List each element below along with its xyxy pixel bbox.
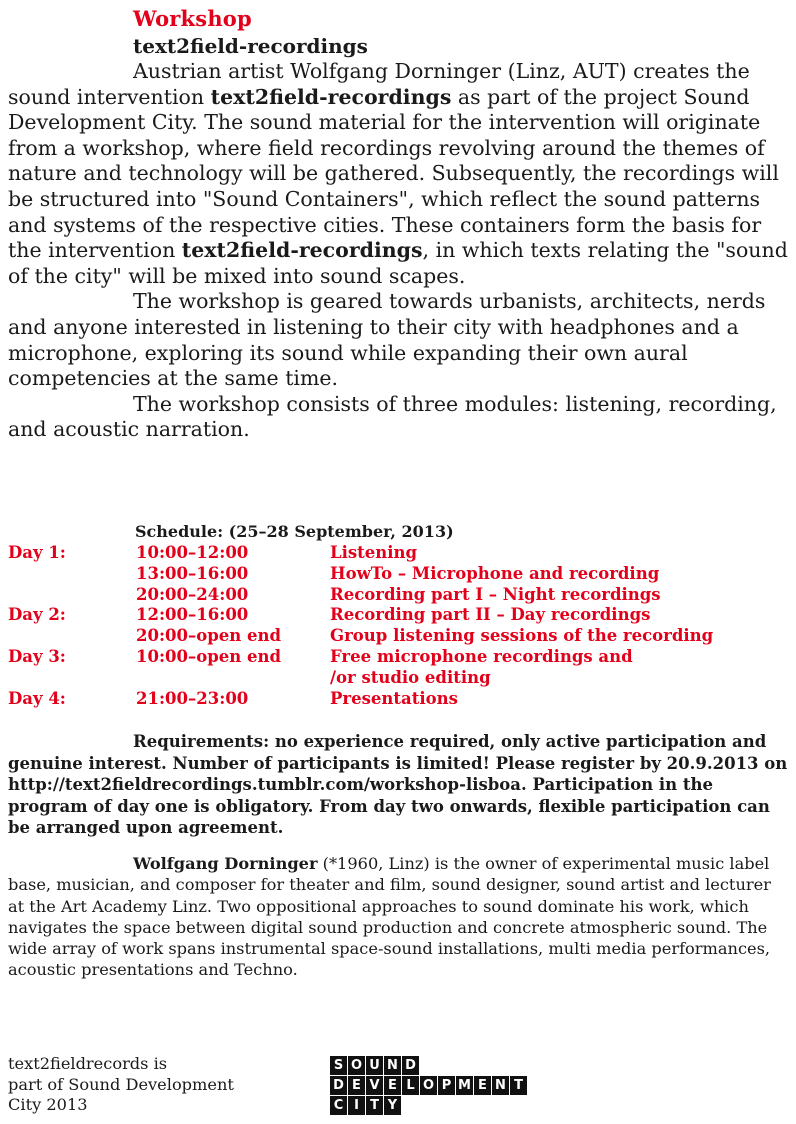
schedule-day: Day 2: [8,605,66,625]
footer-line: City 2013 [8,1095,88,1115]
logo-letter: N [384,1056,401,1075]
requirements-paragraph: Requirements: no experience required, only active participation and genuine interest. Number of participants is limited! Please register by 20.9.2013 on http://text2fieldrecordings.tumblr.com/workshop-lisboa. Participation in the program of day one is obligatory. From day two onwards, flexible participation can be arranged upon agreement. [8,732,788,837]
intro-p1-part-c: as part of the project Sound Development City. The sound material for the intervention will originate from a workshop, where field recordings revolving around the themes of nature and technology will be gathered. Subsequently, the recordings will be structured into "Sound Containers", which reflect the sound patterns and systems of the respective cities. These containers form the basis for the intervention [8,84,779,263]
schedule-time: 12:00–16:00 [136,605,249,625]
logo-letter: V [366,1076,383,1095]
schedule-activity: Presentations [330,688,458,708]
logo-letter: T [510,1076,527,1095]
logo-letter: E [348,1076,365,1095]
logo-letter: O [348,1056,365,1075]
logo-letter: C [330,1096,347,1115]
schedule-activity: Recording part II – Day recordings [330,605,651,625]
bio-paragraph [8,853,788,981]
logo-letter: P [438,1076,455,1095]
schedule-time: 20:00–24:00 [136,584,249,604]
logo-row [330,1076,528,1095]
schedule-activity: Listening [330,543,418,562]
page-title: Workshop [133,6,252,31]
intro-p1-project-name: text2field-recordings [210,84,452,109]
logo-letter: D [402,1056,419,1075]
schedule-day: Day 4: [8,688,66,708]
logo-letter: Y [384,1096,401,1115]
intro-paragraph-3: The workshop consists of three modules: listening, recording, and acoustic narration. [8,391,777,442]
logo-letter: D [330,1076,347,1095]
sound-development-city-logo [330,1056,528,1116]
logo-letter: I [348,1096,365,1115]
logo-letter: L [402,1076,419,1095]
schedule-time: 13:00–16:00 [136,563,249,583]
intro-p1-project-name-2: text2field-recordings [181,238,423,263]
intro-text [8,59,788,443]
artist-bio [8,853,788,981]
logo-letter: M [456,1076,473,1095]
schedule-heading [135,522,454,541]
logo-letter: O [420,1076,437,1095]
artist-name: Wolfgang Dorninger [133,854,318,873]
schedule-time: 20:00–open end [136,626,282,646]
schedule-time: 10:00–12:00 [136,543,249,562]
footer-line: part of Sound Development [8,1074,234,1094]
page-subtitle: text2field-recordings [133,34,368,58]
schedule-time: 10:00–open end [136,646,282,666]
footer-line: text2fieldrecords is [8,1054,168,1073]
schedule-activity: Recording part I – Night recordings [330,584,661,604]
bio-text: (*1960, Linz) is the owner of experimental music label base, musician, and composer for theater and film, sound designer, sound artist and lecturer at the Art Academy Linz. Two oppositional approaches to sound dominate his work, which navigates the space between digital sound production and concrete atmospheric sound. The wide array of work spans instrumental space-sound installations, multi media performances, acoustic presentations and Techno. [8,854,771,980]
schedule-dates: (25–28 September, 2013) [228,522,454,541]
logo-letter: N [492,1076,509,1095]
logo-letter: E [384,1076,401,1095]
schedule-activity: HowTo – Microphone and recording [330,563,660,583]
footer-note [8,1054,288,1116]
logo-letter: S [330,1056,347,1075]
schedule-day: Day 3: [8,646,66,666]
logo-row [330,1056,528,1075]
schedule-time: 21:00–23:00 [136,688,249,708]
schedule-activity: Free microphone recordings and [330,646,633,666]
schedule-activity: Group listening sessions of the recording [330,626,714,646]
logo-row [330,1096,528,1115]
schedule-label: Schedule: [135,522,224,541]
intro-p1-part-e: , in which texts relating the "sound of the city" will be mixed into sound scapes. [8,238,788,288]
schedule-activity: /or studio editing [330,667,491,687]
intro-p1-part-a: Austrian artist Wolfgang Dorninger (Linz, AUT) creates the sound intervention [8,59,750,109]
schedule-day: Day 1: [8,543,66,562]
logo-letter: U [366,1056,383,1075]
logo-letter: T [366,1096,383,1115]
requirements-text [8,731,788,839]
logo-letter: E [474,1076,491,1095]
intro-paragraph-1 [8,59,788,289]
intro-paragraph-2: The workshop is geared towards urbanists, architects, nerds and anyone interested in listening to their city with headphones and a microphone, exploring its sound while expanding their own aural competencies at the same time. [8,289,766,391]
